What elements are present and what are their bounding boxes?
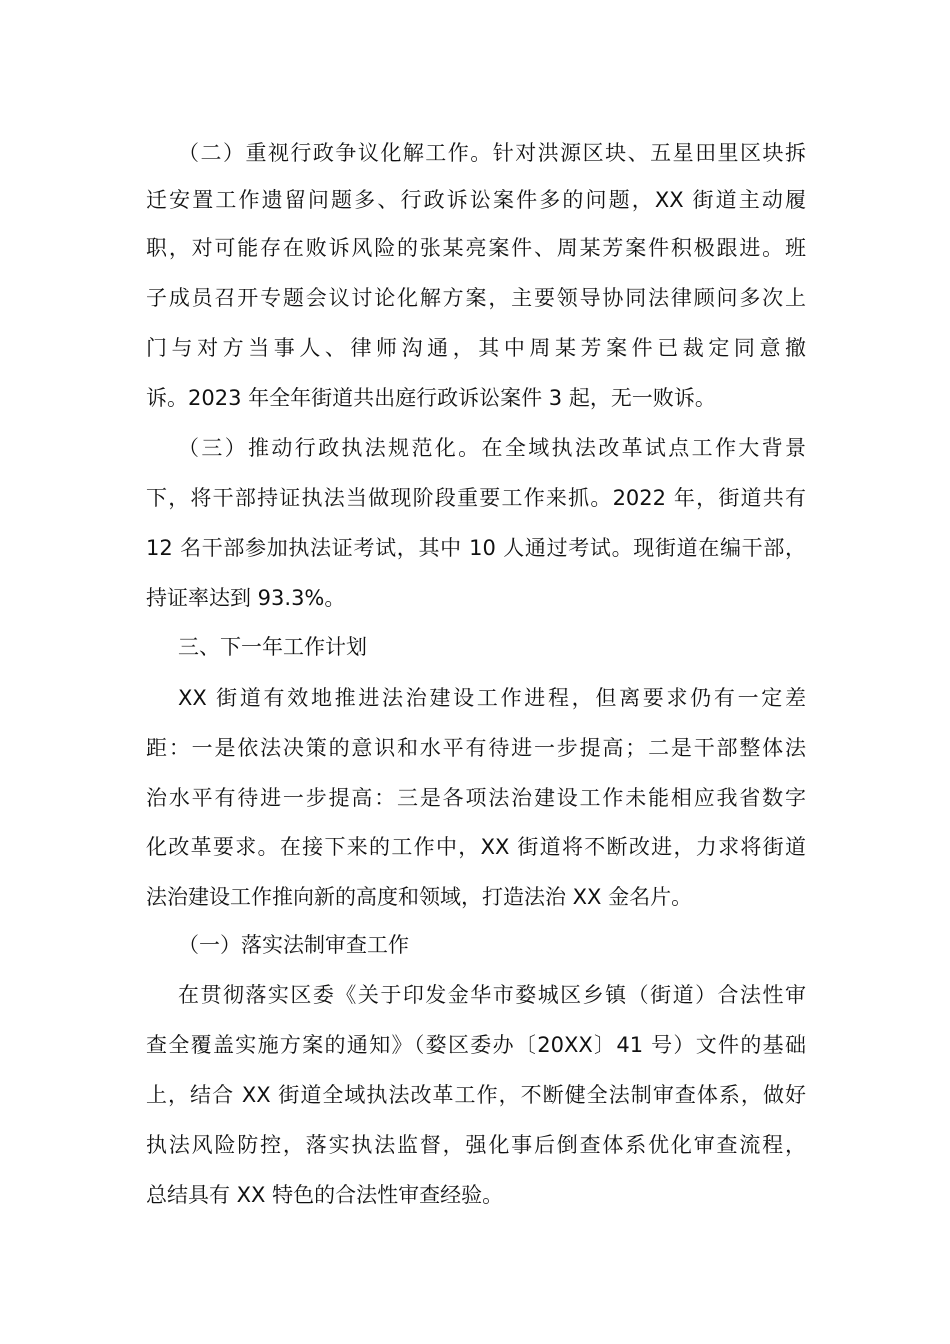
review-paragraph-line-1: 在贯彻落实区委《关于印发金华市婺城区乡镇（街道）合法性审 [178, 983, 806, 1007]
plan-paragraph-line-5: 法治建设工作推向新的高度和领域，打造法治 XX 金名片。 [146, 885, 693, 909]
paragraph-3-line-3: 12 名干部参加执法证考试，其中 10 人通过考试。现街道在编干部， [146, 536, 806, 560]
paragraph-2-line-2: 迁安置工作遗留问题多、行政诉讼案件多的问题，XX 街道主动履 [146, 188, 806, 212]
review-paragraph-line-3: 上，结合 XX 街道全域执法改革工作，不断健全法制审查体系，做好 [146, 1083, 806, 1107]
review-paragraph-line-2: 查全覆盖实施方案的通知》（婺区委办〔20XX〕41 号）文件的基础 [146, 1033, 806, 1057]
paragraph-3-line-1: （三）推动行政执法规范化。在全域执法改革试点工作大背景 [178, 436, 806, 460]
paragraph-2-line-1: （二）重视行政争议化解工作。针对洪源区块、五星田里区块拆 [178, 141, 806, 165]
review-paragraph-line-4: 执法风险防控，落实执法监督，强化事后倒查体系优化审查流程， [146, 1133, 806, 1157]
paragraph-2-line-4: 子成员召开专题会议讨论化解方案，主要领导协同法律顾问多次上 [146, 286, 806, 310]
plan-paragraph-line-3: 治水平有待进一步提高：三是各项法治建设工作未能相应我省数字 [146, 786, 806, 810]
review-paragraph-line-5: 总结具有 XX 特色的合法性审查经验。 [146, 1183, 504, 1207]
paragraph-2-line-5: 门与对方当事人、律师沟通，其中周某芳案件已裁定同意撤 [146, 336, 806, 360]
section-heading-plan: 三、下一年工作计划 [178, 635, 367, 659]
plan-paragraph-line-4: 化改革要求。在接下来的工作中，XX 街道将不断改进，力求将街道 [146, 835, 806, 859]
paragraph-2-line-3: 职，对可能存在败诉风险的张某亮案件、周某芳案件积极跟进。班 [146, 236, 806, 260]
plan-paragraph-line-2: 距：一是依法决策的意识和水平有待进一步提高；二是干部整体法 [146, 736, 806, 760]
plan-paragraph-line-1: XX 街道有效地推进法治建设工作进程，但离要求仍有一定差 [178, 686, 806, 710]
paragraph-3-line-2: 下，将干部持证执法当做现阶段重要工作来抓。2022 年，街道共有 [146, 486, 806, 510]
subheading-legal-review: （一）落实法制审查工作 [178, 933, 409, 957]
paragraph-2-line-6: 诉。2023 年全年街道共出庭行政诉讼案件 3 起，无一败诉。 [146, 386, 716, 410]
paragraph-3-line-4: 持证率达到 93.3%。 [146, 586, 346, 610]
